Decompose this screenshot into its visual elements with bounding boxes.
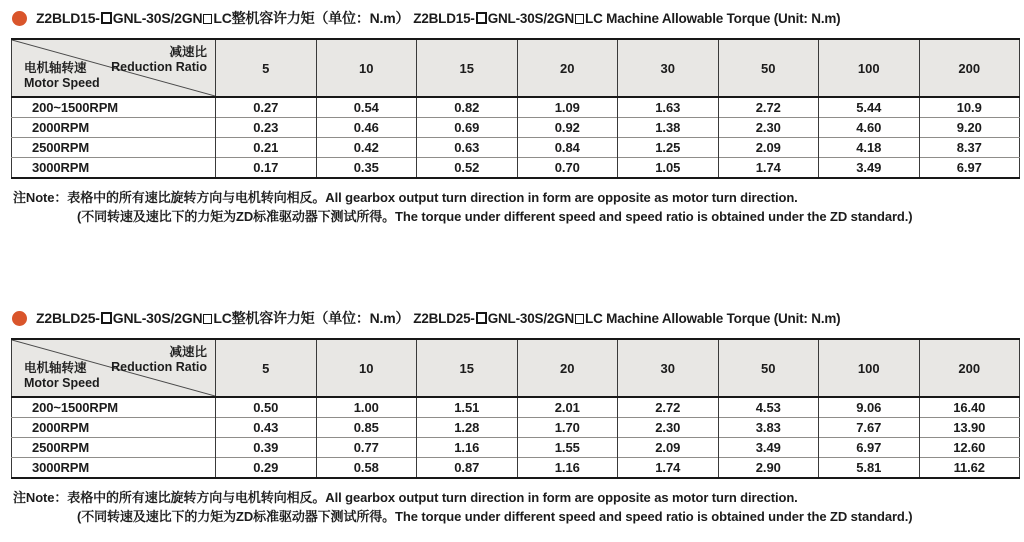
ratio-header-cell: 5 [216, 39, 317, 97]
square-bold-icon [476, 312, 487, 324]
bullet-icon [12, 311, 27, 326]
torque-value-cell: 0.35 [316, 158, 417, 179]
torque-value-cell: 7.67 [819, 418, 920, 438]
speed-label-cell: 3000RPM [12, 458, 216, 479]
torque-value-cell: 3.49 [819, 158, 920, 179]
speed-row [12, 138, 1020, 158]
torque-value-cell: 0.69 [417, 118, 518, 138]
torque-value-cell: 1.51 [417, 397, 518, 418]
torque-value-cell: 10.9 [919, 97, 1020, 118]
square-thin-icon [575, 314, 584, 324]
note-line-1: 注Note：表格中的所有速比旋转方向与电机转向相反。All gearbox output turn direction in form are opposite as motor turn direction. [13, 190, 798, 205]
section-title [12, 8, 1024, 28]
torque-value-cell: 0.87 [417, 458, 518, 479]
title-text-en: Z2BLD15- GNL-30S/2GN LC Machine Allowable Torque (Unit: N.m) [413, 10, 841, 26]
torque-value-cell: 1.16 [517, 458, 618, 479]
torque-value-cell: 3.83 [718, 418, 819, 438]
torque-value-cell: 0.52 [417, 158, 518, 179]
torque-value-cell: 0.39 [216, 438, 317, 458]
torque-value-cell: 12.60 [919, 438, 1020, 458]
torque-value-cell: 5.81 [819, 458, 920, 479]
torque-value-cell: 4.53 [718, 397, 819, 418]
torque-value-cell: 13.90 [919, 418, 1020, 438]
ratio-header-cell: 20 [517, 339, 618, 397]
note [13, 489, 1024, 526]
torque-value-cell: 4.60 [819, 118, 920, 138]
ratio-header-cell: 15 [417, 339, 518, 397]
header-row [12, 39, 1020, 97]
torque-table [11, 338, 1020, 479]
torque-value-cell: 9.20 [919, 118, 1020, 138]
torque-value-cell: 0.70 [517, 158, 618, 179]
ratio-header-cell: 20 [517, 39, 618, 97]
ratio-header-cell: 50 [718, 39, 819, 97]
square-bold-icon [101, 312, 112, 324]
torque-value-cell: 2.01 [517, 397, 618, 418]
speed-row [12, 397, 1020, 418]
torque-value-cell: 0.77 [316, 438, 417, 458]
torque-value-cell: 1.25 [618, 138, 719, 158]
ratio-header-cell: 30 [618, 39, 719, 97]
torque-value-cell: 6.97 [919, 158, 1020, 179]
speed-row [12, 118, 1020, 138]
corner-label-reduction-ratio: 减速比 Reduction Ratio [111, 345, 207, 374]
torque-value-cell: 1.55 [517, 438, 618, 458]
torque-value-cell: 0.58 [316, 458, 417, 479]
torque-value-cell: 11.62 [919, 458, 1020, 479]
torque-value-cell: 8.37 [919, 138, 1020, 158]
speed-label-cell: 2000RPM [12, 418, 216, 438]
torque-value-cell: 9.06 [819, 397, 920, 418]
torque-value-cell: 1.63 [618, 97, 719, 118]
speed-row [12, 458, 1020, 479]
ratio-header-cell: 10 [316, 339, 417, 397]
torque-value-cell: 1.16 [417, 438, 518, 458]
torque-value-cell: 0.82 [417, 97, 518, 118]
torque-value-cell: 1.28 [417, 418, 518, 438]
ratio-header-cell: 15 [417, 39, 518, 97]
note [13, 189, 1024, 226]
title-text-en: Z2BLD25- GNL-30S/2GN LC Machine Allowable Torque (Unit: N.m) [413, 310, 841, 326]
speed-row [12, 418, 1020, 438]
corner-label-reduction-ratio: 减速比 Reduction Ratio [111, 45, 207, 74]
ratio-header-cell: 200 [919, 39, 1020, 97]
header-row [12, 339, 1020, 397]
torque-value-cell: 1.74 [618, 458, 719, 479]
speed-label-cell: 200~1500RPM [12, 97, 216, 118]
torque-value-cell: 1.09 [517, 97, 618, 118]
torque-value-cell: 0.85 [316, 418, 417, 438]
note-line-2: (不同转速及速比下的力矩为ZD标准驱动器下测试所得。The torque under different speed and speed ratio is obtained under the ZD standard.) [77, 508, 913, 524]
square-thin-icon [203, 14, 212, 24]
torque-value-cell: 1.00 [316, 397, 417, 418]
square-thin-icon [203, 314, 212, 324]
torque-value-cell: 0.42 [316, 138, 417, 158]
ratio-header-cell: 100 [819, 39, 920, 97]
speed-row [12, 158, 1020, 179]
square-bold-icon [476, 12, 487, 24]
torque-value-cell: 0.43 [216, 418, 317, 438]
torque-value-cell: 3.49 [718, 438, 819, 458]
torque-value-cell: 1.05 [618, 158, 719, 179]
torque-value-cell: 4.18 [819, 138, 920, 158]
corner-label-motor-speed: 电机轴转速 Motor Speed [24, 61, 100, 90]
header-corner-cell [12, 39, 216, 97]
section-z2bld15 [0, 8, 1024, 226]
torque-value-cell: 0.21 [216, 138, 317, 158]
bullet-icon [12, 11, 27, 26]
note-line-1: 注Note：表格中的所有速比旋转方向与电机转向相反。All gearbox output turn direction in form are opposite as motor turn direction. [13, 490, 798, 505]
torque-value-cell: 1.70 [517, 418, 618, 438]
speed-label-cell: 2500RPM [12, 138, 216, 158]
title-text-zh: Z2BLD15- GNL-30S/2GN LC整机容许力矩（单位：N.m） [36, 10, 410, 26]
torque-value-cell: 5.44 [819, 97, 920, 118]
torque-value-cell: 0.17 [216, 158, 317, 179]
torque-value-cell: 0.29 [216, 458, 317, 479]
torque-value-cell: 1.74 [718, 158, 819, 179]
torque-value-cell: 0.84 [517, 138, 618, 158]
torque-value-cell: 2.09 [718, 138, 819, 158]
torque-value-cell: 6.97 [819, 438, 920, 458]
speed-row [12, 438, 1020, 458]
torque-value-cell: 0.92 [517, 118, 618, 138]
corner-label-motor-speed: 电机轴转速 Motor Speed [24, 361, 100, 390]
speed-label-cell: 2000RPM [12, 118, 216, 138]
torque-value-cell: 2.09 [618, 438, 719, 458]
speed-label-cell: 3000RPM [12, 158, 216, 179]
title-text-zh: Z2BLD25- GNL-30S/2GN LC整机容许力矩（单位：N.m） [36, 310, 410, 326]
speed-row [12, 97, 1020, 118]
ratio-header-cell: 30 [618, 339, 719, 397]
note-line-2: (不同转速及速比下的力矩为ZD标准驱动器下测试所得。The torque under different speed and speed ratio is obtained under the ZD standard.) [77, 208, 913, 224]
torque-value-cell: 0.23 [216, 118, 317, 138]
square-bold-icon [101, 12, 112, 24]
torque-value-cell: 0.27 [216, 97, 317, 118]
section-title [12, 308, 1024, 328]
torque-value-cell: 0.63 [417, 138, 518, 158]
ratio-header-cell: 50 [718, 339, 819, 397]
torque-value-cell: 0.50 [216, 397, 317, 418]
speed-label-cell: 200~1500RPM [12, 397, 216, 418]
section-z2bld25 [0, 308, 1024, 526]
square-thin-icon [575, 14, 584, 24]
ratio-header-cell: 100 [819, 339, 920, 397]
torque-table [11, 38, 1020, 179]
torque-value-cell: 0.54 [316, 97, 417, 118]
torque-value-cell: 2.30 [618, 418, 719, 438]
header-corner-cell [12, 339, 216, 397]
torque-value-cell: 2.72 [618, 397, 719, 418]
ratio-header-cell: 10 [316, 39, 417, 97]
torque-value-cell: 0.46 [316, 118, 417, 138]
speed-label-cell: 2500RPM [12, 438, 216, 458]
torque-value-cell: 2.72 [718, 97, 819, 118]
torque-value-cell: 1.38 [618, 118, 719, 138]
ratio-header-cell: 200 [919, 339, 1020, 397]
torque-value-cell: 16.40 [919, 397, 1020, 418]
ratio-header-cell: 5 [216, 339, 317, 397]
torque-value-cell: 2.90 [718, 458, 819, 479]
torque-value-cell: 2.30 [718, 118, 819, 138]
